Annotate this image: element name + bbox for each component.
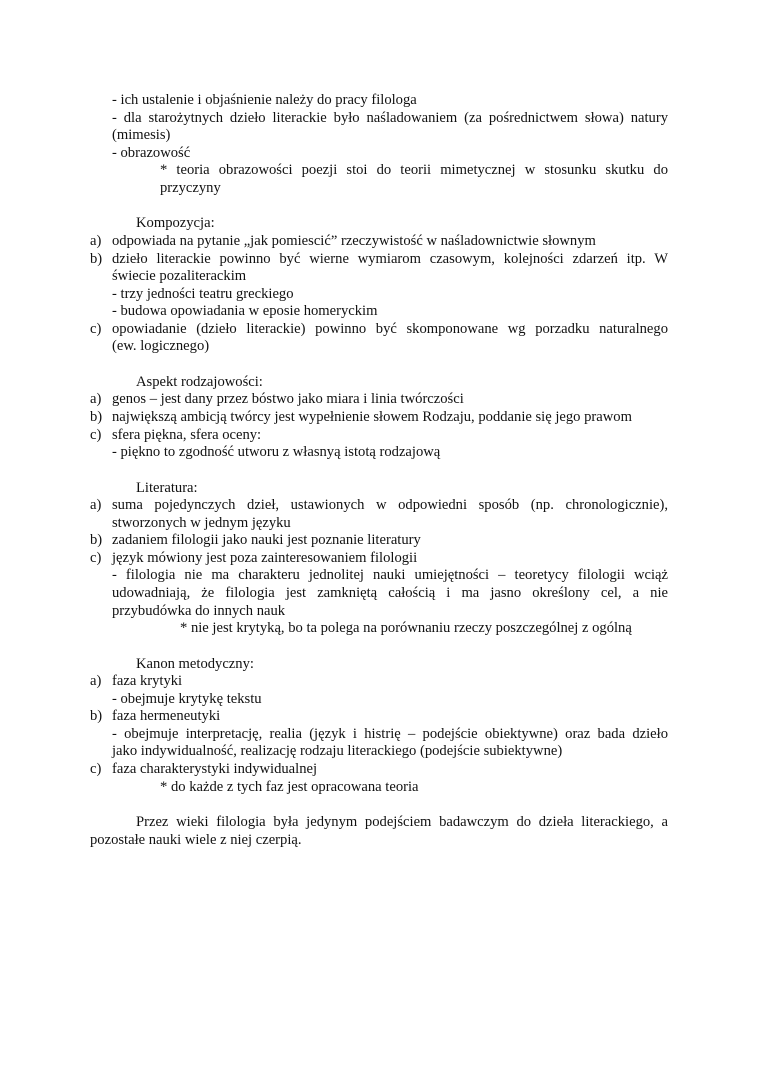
list-item: - budowa opowiadania w eposie homeryckim [112,303,378,319]
section-heading: Kompozycja: [136,215,215,231]
list-item: - obejmuje interpretację, realia (język i histrię – podejście obiektywne) oraz bada dzieło [112,726,668,742]
list-item: przybudówka do innych nauk [112,603,286,619]
list-marker: a) [90,497,102,513]
list-item: faza charakterystyki indywidualnej [112,761,318,777]
list-item: genos – jest dany przez bóstwo jako miara i linia twórczości [112,391,464,407]
list-item: świecie pozaliterackim [112,268,247,284]
list-item: - trzy jedności teatru greckiego [112,286,294,302]
section-heading: Kanon metodyczny: [136,656,254,672]
list-marker: c) [90,761,102,777]
intro-item: - ich ustalenie i objaśnienie należy do pracy filologa [112,92,417,108]
closing-paragraph: Przez wieki filologia była jedynym podejściem badawczym do dzieła literackiego, a [136,814,668,830]
list-marker: b) [90,532,103,548]
list-item: zadaniem filologii jako nauki jest poznanie literatury [112,532,421,548]
list-item: sfera piękna, sfera oceny: [112,427,262,443]
list-item: - piękno to zgodność utworu z własnyą istotą rodzajową [112,444,441,460]
section-heading: Aspekt rodzajowości: [136,374,263,390]
list-item: faza hermeneutyki [112,708,221,724]
list-note: * nie jest krytyką, bo ta polega na porównaniu rzeczy poszczególnej z ogólną [180,620,632,636]
list-item: - filologia nie ma charakteru jednolitej nauki umiejętności – teoretycy filologii wciąż [112,567,668,583]
list-item: faza krytyki [112,673,183,689]
list-note: * do każde z tych faz jest opracowana teoria [160,779,419,795]
intro-item: (mimesis) [112,127,171,143]
list-item: (ew. logicznego) [112,338,210,354]
list-marker: a) [90,673,102,689]
list-item: suma pojedynczych dzieł, ustawionych w odpowiedni sposób (np. chronologicznie), [112,497,668,513]
list-marker: b) [90,409,103,425]
list-item: dzieło literackie powinno być wierne wymiarom czasowym, kolejności zdarzeń itp. W [112,251,668,267]
closing-paragraph: pozostałe nauki wiele z niej czerpią. [90,832,302,848]
list-item: opowiadanie (dzieło literackie) powinno być skomponowane wg porzadku naturalnego [112,321,668,337]
list-item: język mówiony jest poza zainteresowaniem filologii [112,550,418,566]
list-marker: c) [90,550,102,566]
list-item: - obejmuje krytykę tekstu [112,691,262,707]
list-item: udowadniają, że filologia jest zamkniętą całością i ma jasno określony cel, a nie [112,585,668,601]
list-marker: c) [90,427,102,443]
list-item: stworzonych w jednym języku [112,515,291,531]
section-heading: Literatura: [136,480,198,496]
intro-item: - obrazowość [112,145,191,161]
list-item: jako indywidualność, realizację rodzaju literackiego (podejście subiektywne) [112,743,563,759]
intro-item: - dla starożytnych dzieło literackie było naśladowaniem (za pośrednictwem słowa) natury [112,110,668,126]
list-marker: a) [90,233,102,249]
list-item: odpowiada na pytanie „jak pomiescić” rzeczywistość w naśladownictwie słownym [112,233,596,249]
intro-note: * teoria obrazowości poezji stoi do teorii mimetycznej w stosunku skutku do [160,162,668,178]
list-marker: a) [90,391,102,407]
list-marker: b) [90,708,103,724]
list-marker: b) [90,251,103,267]
list-marker: c) [90,321,102,337]
intro-note: przyczyny [160,180,221,196]
list-item: największą ambicją twórcy jest wypełnienie słowem Rodzaju, poddanie się jego prawom [112,409,632,425]
